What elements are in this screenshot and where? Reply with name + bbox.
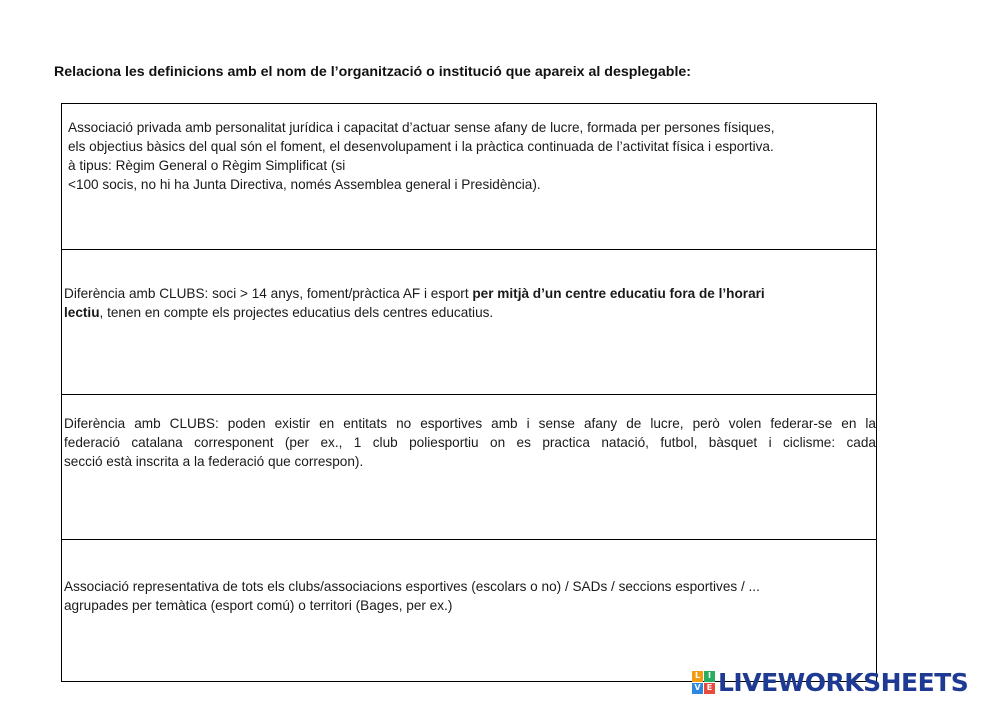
instruction-heading: Relaciona les definicions amb el nom de l’organització o institució que apareix al desplegable: xyxy=(54,64,692,80)
definition-1-line-1: Associació privada amb personalitat jurídica i capacitat d’actuar sense afany de lucre, formada per persones físiques, xyxy=(68,120,775,135)
definition-4-line-2: agrupades per temàtica (esport comú) o territori (Bages, per ex.) xyxy=(64,598,453,613)
definition-text-2 xyxy=(64,284,870,322)
definition-row-3 xyxy=(62,394,876,539)
definition-2-line-2-rest: , tenen en compte els projectes educatius dels centres educatius. xyxy=(99,305,494,320)
definition-1-line-4: <100 socis, no hi ha Junta Directiva, només Assemblea general i Presidència). xyxy=(68,177,541,192)
definition-text-1 xyxy=(68,118,874,194)
logo-wordmark: LIVEWORKSHEETS xyxy=(718,667,969,697)
definition-2-line-2 xyxy=(64,303,870,322)
liveworksheets-logo xyxy=(692,669,968,695)
definition-text-3 xyxy=(64,414,876,471)
definition-2-line-1-start: Diferència amb CLUBS: soci > 14 anys, foment/pràctica AF i esport xyxy=(64,286,473,301)
definition-4-line-1: Associació representativa de tots els clubs/associacions esportives (escolars o no) / SADs / seccions esportives / ... xyxy=(64,579,760,594)
definition-3-line-3: secció està inscrita a la federació que correspon). xyxy=(64,454,364,469)
logo-grid-icon xyxy=(692,671,715,694)
definition-2-line-2-bold: lectiu xyxy=(64,305,100,320)
logo-grid-cell-l: L xyxy=(692,671,703,682)
definition-row-4 xyxy=(62,539,876,683)
definition-row-1 xyxy=(62,104,876,249)
definition-3-line-1: Diferència amb CLUBS: poden existir en entitats no esportives amb i sense afany de lucre, però volen federar-se en la xyxy=(64,416,876,431)
definition-row-2 xyxy=(62,249,876,394)
definition-text-4 xyxy=(64,577,870,615)
logo-grid-cell-i: I xyxy=(704,671,715,682)
logo-grid-cell-v: V xyxy=(692,683,703,694)
definition-2-line-1-bold: per mitjà d’un centre educatiu fora de l’horari xyxy=(472,286,765,301)
logo-grid-cell-e: E xyxy=(704,683,715,694)
definitions-table xyxy=(61,103,877,682)
definition-2-line-1 xyxy=(64,284,870,303)
definition-1-line-2: els objectius bàsics del qual són el foment, el desenvolupament i la pràctica continuada de l’activitat física i esportiva. xyxy=(68,139,774,154)
definition-3-line-2: federació catalana corresponent (per ex., 1 club poliesportiu on es practica natació, futbol, bàsquet i ciclisme: cada xyxy=(64,435,876,450)
definition-1-line-3: à tipus: Règim General o Règim Simplificat (si xyxy=(68,158,346,173)
